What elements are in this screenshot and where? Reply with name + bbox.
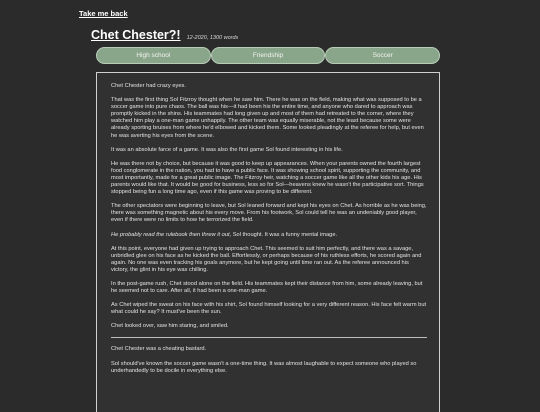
story-paragraph: That was the first thing Sol Fitzroy thought when he saw him. There he was on the field, making what was supposed to be a soccer game into pure chaos. The ball was his—it had been his the entire time, and anyone who dared to approach was promptly kicked in the shins. His teammates had long given up and most of them had retreated to the corner, where they watched him play a one-man game unhappily. The other team was equally miserable, not the least because some were already sporting bruises from where he'd elbowed and kicked them. Some looked pleadingly at the referee for help, but even he was averting his eyes from the scene. xyxy=(111,97,424,139)
story-paragraph: At this point, everyone had given up trying to approach Chet. This seemed to suit him perfectly, and there was a savage, unbridled glee on his face as he kicked the ball. Effortlessly, or perhaps because of his ruthless efforts, he scored again and again. No one was even tracking his goals anymore, but he kept going until time ran out. As the referee announced his victory, the glint in his eye was chilling. xyxy=(111,245,422,273)
story-header xyxy=(91,28,238,42)
story-paragraph: It was an absolute farce of a game. It was also the first game Sol found interesting in his life. xyxy=(111,146,343,153)
tag-list xyxy=(96,47,440,64)
tag-high-school[interactable]: High school xyxy=(96,47,211,64)
back-link[interactable]: Take me back xyxy=(79,9,128,18)
story-paragraph: Chet looked over, saw him staring, and smiled. xyxy=(111,323,229,330)
story-paragraph: He was there not by choice, but because it was good to keep up appearances. When your parents owned the fourth largest food conglomerate in the nation, you had to have a public face. It was showing school spirit, supporting the community, and most importantly, made for a great public image. The Fitzroy heir, watching a soccer game like all the other kids his age. His parents would like that. It would be good for business, less so for Sol—heavens knew he wasn't the participative sort. Things stopped being fun a long time ago, even if this game was proving to be different. xyxy=(111,160,424,196)
story-paragraph: The other spectators were beginning to leave, but Sol leaned forward and kept his eyes on Chet. As horrible as he was being, there was something magnetic about his every move. From his footwork, Sol could tell he was an undeniably good player, even if there were no limits to how he terrorized the field. xyxy=(111,203,427,224)
inner-thought-text: He probably read the rulebook then threw it out, xyxy=(111,231,232,238)
story-paragraph xyxy=(111,232,427,239)
story-paragraph: Sol should've known the soccer game wasn't a one-time thing. It was almost laughable to expect someone who played so underhandedly to be docile in everything else. xyxy=(111,360,417,374)
story-title[interactable]: Chet Chester?! xyxy=(91,28,181,42)
story-meta: 12-2020, 1300 words xyxy=(186,35,239,41)
tag-soccer[interactable]: Soccer xyxy=(325,47,440,64)
tag-friendship[interactable]: Friendship xyxy=(211,47,326,64)
story-paragraph: In the post-game rush, Chet stood alone on the field. His teammates kept their distance from him, some already leaving, but he seemed not to care. After all, it had been a one-man game. xyxy=(111,280,423,295)
story-paragraph: Chet Chester was a cheating bastard. xyxy=(111,346,207,353)
story-paragraph: As Chet wiped the sweat on his face with his shirt, Sol found himself looking for a very different reason. His face felt warm but what could he say? It must've been the sun. xyxy=(111,302,427,316)
story-paragraph: Chet Chester had crazy eyes. xyxy=(111,83,186,89)
scene-divider xyxy=(111,337,427,338)
story-text: Sol thought. It was a funny mental image. xyxy=(231,231,338,238)
story-body xyxy=(96,72,440,412)
